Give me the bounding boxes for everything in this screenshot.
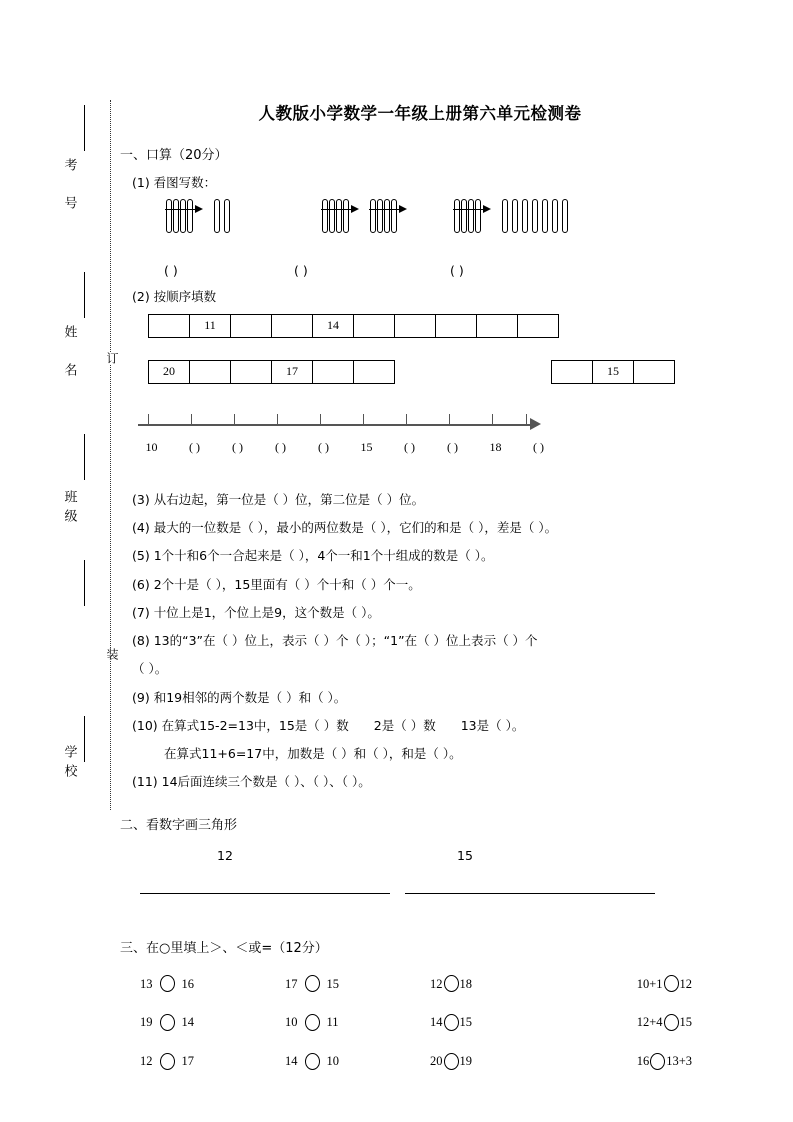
page-title: 人教版小学数学一年级上册第六单元检测卷 <box>258 104 582 123</box>
margin-rule-1 <box>84 105 85 151</box>
section-2-heading: 二、看数字画三角形 <box>120 817 238 833</box>
table-cell[interactable]: 14 <box>313 314 354 337</box>
comparison-item <box>285 974 430 995</box>
triangle-answer-line-1[interactable] <box>140 893 390 894</box>
comparison-circle[interactable] <box>160 1014 175 1031</box>
comparison-item <box>285 1012 430 1033</box>
question-8 <box>132 630 720 651</box>
binding-margin <box>0 0 119 1122</box>
table-cell[interactable] <box>190 360 231 383</box>
question-5 <box>132 545 720 566</box>
answer-blank-2[interactable]: ( ) <box>294 263 308 279</box>
stick-group-2 <box>322 199 406 233</box>
comparison-item <box>140 974 285 995</box>
table-cell[interactable] <box>313 360 354 383</box>
loose-sticks <box>502 199 568 233</box>
comparison-right: 19 <box>459 1053 472 1068</box>
number-line-labels <box>130 438 560 458</box>
table-cell[interactable]: 15 <box>593 360 634 383</box>
stick <box>512 199 518 233</box>
number-line-label[interactable]: ( ) <box>318 439 329 454</box>
stick <box>532 199 538 233</box>
table-cell[interactable] <box>272 314 313 337</box>
comparison-right: 16 <box>181 976 194 991</box>
number-line-label[interactable]: ( ) <box>232 439 243 454</box>
stick <box>468 199 474 233</box>
table-cell[interactable]: 17 <box>272 360 313 383</box>
comparison-item <box>430 974 560 995</box>
margin-rule-4 <box>84 560 85 606</box>
number-sequence-table-2-wrap <box>148 360 720 384</box>
number-line-tick <box>492 414 493 425</box>
stick <box>502 199 508 233</box>
comparison-right: 11 <box>326 1015 339 1030</box>
stick <box>391 199 397 233</box>
comparison-left: 12 <box>140 1053 153 1068</box>
stick <box>522 199 528 233</box>
margin-label-class: 班级 <box>61 490 77 528</box>
table-cell[interactable] <box>354 314 395 337</box>
question-10-continued <box>164 743 720 764</box>
question-8-continued <box>132 658 720 679</box>
stick-group-1 <box>166 199 230 233</box>
comparison-item <box>140 1012 285 1033</box>
exam-sheet <box>120 0 720 1071</box>
comparison-circle[interactable] <box>444 1053 459 1070</box>
question-7-text: 十位上是1，个位上是9，这个数是（ ）。 <box>153 604 380 620</box>
spacer <box>120 464 720 482</box>
stick <box>336 199 342 233</box>
table-cell[interactable] <box>634 360 675 383</box>
number-line-tick <box>191 414 192 425</box>
question-9-number: (9) <box>132 689 150 705</box>
comparison-left: 19 <box>140 1015 153 1030</box>
stick <box>166 199 172 233</box>
margin-field-exam-number <box>46 158 92 215</box>
table-cell[interactable]: 20 <box>149 360 190 383</box>
margin-field-name <box>46 325 92 382</box>
comparison-left: 14 <box>285 1053 298 1068</box>
comparison-item <box>430 1012 560 1033</box>
margin-rule-2 <box>84 272 85 318</box>
question-10-number: (10) <box>132 717 158 733</box>
question-4 <box>132 517 720 538</box>
number-line-tick <box>320 414 321 425</box>
section-3-heading: 三、在○里填上＞、＜或=（12分） <box>120 941 328 957</box>
comparison-circle[interactable] <box>305 1053 320 1070</box>
comparison-right: 14 <box>181 1015 194 1030</box>
comparison-item <box>560 1051 710 1072</box>
table-cell[interactable] <box>149 314 190 337</box>
table-cell[interactable] <box>436 314 477 337</box>
stick <box>384 199 390 233</box>
answer-blank-1[interactable]: ( ) <box>164 263 178 279</box>
number-line-tick <box>526 414 527 425</box>
table-cell[interactable] <box>552 360 593 383</box>
stick <box>475 199 481 233</box>
stick <box>542 199 548 233</box>
number-line-label[interactable]: ( ) <box>275 439 286 454</box>
number-line-label: 10 <box>145 439 158 454</box>
number-sequence-table-2-right <box>551 360 675 384</box>
question-6-number: (6) <box>132 576 150 592</box>
number-sequence-table-1 <box>148 314 559 338</box>
margin-label-school: 学校 <box>61 745 77 783</box>
table-row <box>149 360 395 383</box>
comparison-item <box>140 1051 285 1072</box>
triangle-answer-line-2[interactable] <box>405 893 655 894</box>
number-line-tick <box>449 414 450 425</box>
question-8-text: 13的“3”在（ ）位上，表示（ ）个（ ）；“1”在（ ）位上表示（ ）个 <box>153 633 538 649</box>
comparison-circle[interactable] <box>160 1053 175 1070</box>
question-10-text: 在算式15-2=13中，15是（ ）数 2是（ ）数 13是（ ）。 <box>161 717 525 733</box>
number-line-label[interactable]: ( ) <box>533 439 544 454</box>
question-3-text: 从右边起，第一位是（ ）位，第二位是（ ）位。 <box>153 491 425 507</box>
question-3 <box>132 489 720 510</box>
comparison-circle[interactable] <box>444 1014 459 1031</box>
triangle-number-2: 15 <box>457 848 473 864</box>
comparison-right: 18 <box>459 976 472 991</box>
number-line-tick <box>277 414 278 425</box>
question-6 <box>132 574 720 595</box>
question-10-continued-text: 在算式11+6=17中，加数是（ ）和（ ），和是（ ）。 <box>164 746 462 762</box>
comparison-left: 17 <box>285 976 298 991</box>
number-line-axis <box>138 424 533 426</box>
comparison-right: 15 <box>326 976 339 991</box>
bundle-tie <box>321 209 352 210</box>
seam-char-zhuang: 装 <box>101 648 121 660</box>
question-11-text: 14后面连续三个数是（ ）、（ ）、（ ）。 <box>161 774 371 790</box>
table-cell[interactable] <box>518 314 559 337</box>
comparison-item <box>560 974 710 995</box>
question-10 <box>132 715 720 736</box>
margin-rule-3 <box>84 434 85 480</box>
comparison-right: 13+3 <box>666 1053 692 1068</box>
question-8-continued-text: （ ）。 <box>132 661 168 677</box>
stick <box>180 199 186 233</box>
comparison-left: 10+1 <box>636 976 663 991</box>
table-cell[interactable]: 11 <box>190 314 231 337</box>
stick <box>343 199 349 233</box>
loose-sticks <box>214 199 230 233</box>
question-8-number: (8) <box>132 633 150 649</box>
comparison-right: 15 <box>679 1015 692 1030</box>
comparison-left: 12+4 <box>636 1015 663 1030</box>
comparison-left: 16 <box>636 1053 650 1068</box>
section-1-heading: 一、口算（20分） <box>120 148 228 164</box>
number-line-label[interactable]: ( ) <box>189 439 200 454</box>
comparison-circle[interactable] <box>160 975 175 992</box>
stick <box>173 199 179 233</box>
number-line-label[interactable]: ( ) <box>404 439 415 454</box>
comparison-left: 10 <box>285 1015 298 1030</box>
sticks-illustration <box>144 199 720 261</box>
question-3-number: (3) <box>132 491 150 507</box>
bundle-tie <box>369 209 400 210</box>
comparison-circle[interactable] <box>305 1014 320 1031</box>
stick <box>461 199 467 233</box>
stick <box>224 199 230 233</box>
comparison-circle[interactable] <box>664 1014 679 1031</box>
number-sequence-table-1-wrap <box>148 314 720 338</box>
number-line-label: 18 <box>489 439 502 454</box>
comparison-circle[interactable] <box>305 975 320 992</box>
stick-group-3 <box>454 199 568 233</box>
table-row <box>552 360 675 383</box>
margin-rule-5 <box>84 716 85 762</box>
comparison-left: 14 <box>430 1015 443 1030</box>
stick <box>329 199 335 233</box>
number-line-label[interactable]: ( ) <box>447 439 458 454</box>
number-line <box>130 410 720 464</box>
comparison-left: 13 <box>140 976 153 991</box>
stick <box>370 199 376 233</box>
question-11 <box>132 771 720 792</box>
number-line-tick <box>406 414 407 425</box>
question-1-2-label: (2) 按顺序填数 <box>132 289 217 305</box>
question-7 <box>132 602 720 623</box>
triangle-drawing-area <box>120 846 720 926</box>
stick <box>377 199 383 233</box>
table-row <box>149 314 559 337</box>
comparison-grid <box>140 974 720 1072</box>
table-cell[interactable] <box>395 314 436 337</box>
bundle-tie <box>453 209 484 210</box>
seam-char-ding: 订 <box>101 352 121 364</box>
stick-bundle <box>454 199 481 233</box>
table-cell[interactable] <box>354 360 395 383</box>
stick <box>552 199 558 233</box>
question-7-number: (7) <box>132 604 150 620</box>
question-5-number: (5) <box>132 548 150 564</box>
stick <box>214 199 220 233</box>
bundle-tie <box>165 209 196 210</box>
answer-blank-3[interactable]: ( ) <box>450 263 464 279</box>
comparison-item <box>560 1012 710 1033</box>
comparison-right: 17 <box>181 1053 194 1068</box>
stick <box>322 199 328 233</box>
number-sequence-table-2-right-wrap <box>551 360 675 384</box>
triangle-number-1: 12 <box>217 848 233 864</box>
comparison-right: 15 <box>459 1015 472 1030</box>
comparison-item <box>285 1051 430 1072</box>
margin-label-name: 姓 名 <box>61 325 77 382</box>
comparison-right: 10 <box>326 1053 339 1068</box>
question-9-text: 和19相邻的两个数是（ ）和（ ）。 <box>153 689 347 705</box>
comparison-left: 20 <box>430 1053 443 1068</box>
number-line-arrow-icon <box>530 418 541 430</box>
stick <box>562 199 568 233</box>
margin-field-class <box>46 490 92 528</box>
binding-dotted-line <box>110 100 111 810</box>
comparison-circle[interactable] <box>444 975 459 992</box>
answer-paren-row <box>144 261 720 281</box>
table-cell[interactable] <box>477 314 518 337</box>
stick-bundle <box>322 199 349 233</box>
stick <box>187 199 193 233</box>
table-cell[interactable] <box>231 360 272 383</box>
question-9 <box>132 687 720 708</box>
margin-field-school <box>46 745 92 783</box>
question-1-1-label: (1) 看图写数： <box>132 174 217 190</box>
comparison-circle[interactable] <box>650 1053 665 1070</box>
number-line-tick <box>234 414 235 425</box>
question-4-text: 最大的一位数是（ ），最小的两位数是（ ），它们的和是（ ），差是（ ）。 <box>153 520 558 536</box>
question-11-number: (11) <box>132 774 158 790</box>
comparison-right: 12 <box>679 976 692 991</box>
comparison-circle[interactable] <box>664 975 679 992</box>
number-line-tick <box>148 414 149 425</box>
stick-bundle <box>166 199 193 233</box>
stick <box>454 199 460 233</box>
question-5-text: 1个十和6个一合起来是（ ），4个一和1个十组成的数是（ ）。 <box>153 548 494 564</box>
comparison-left: 12 <box>430 976 443 991</box>
margin-label-exam-number: 考 号 <box>61 158 77 215</box>
question-4-number: (4) <box>132 520 150 536</box>
comparison-item <box>430 1051 560 1072</box>
number-sequence-table-2-left <box>148 360 395 384</box>
number-line-tick <box>363 414 364 425</box>
stick-bundle <box>370 199 397 233</box>
question-6-text: 2个十是（ ），15里面有（ ）个十和（ ）个一。 <box>153 576 421 592</box>
number-line-label: 15 <box>360 439 373 454</box>
table-cell[interactable] <box>231 314 272 337</box>
